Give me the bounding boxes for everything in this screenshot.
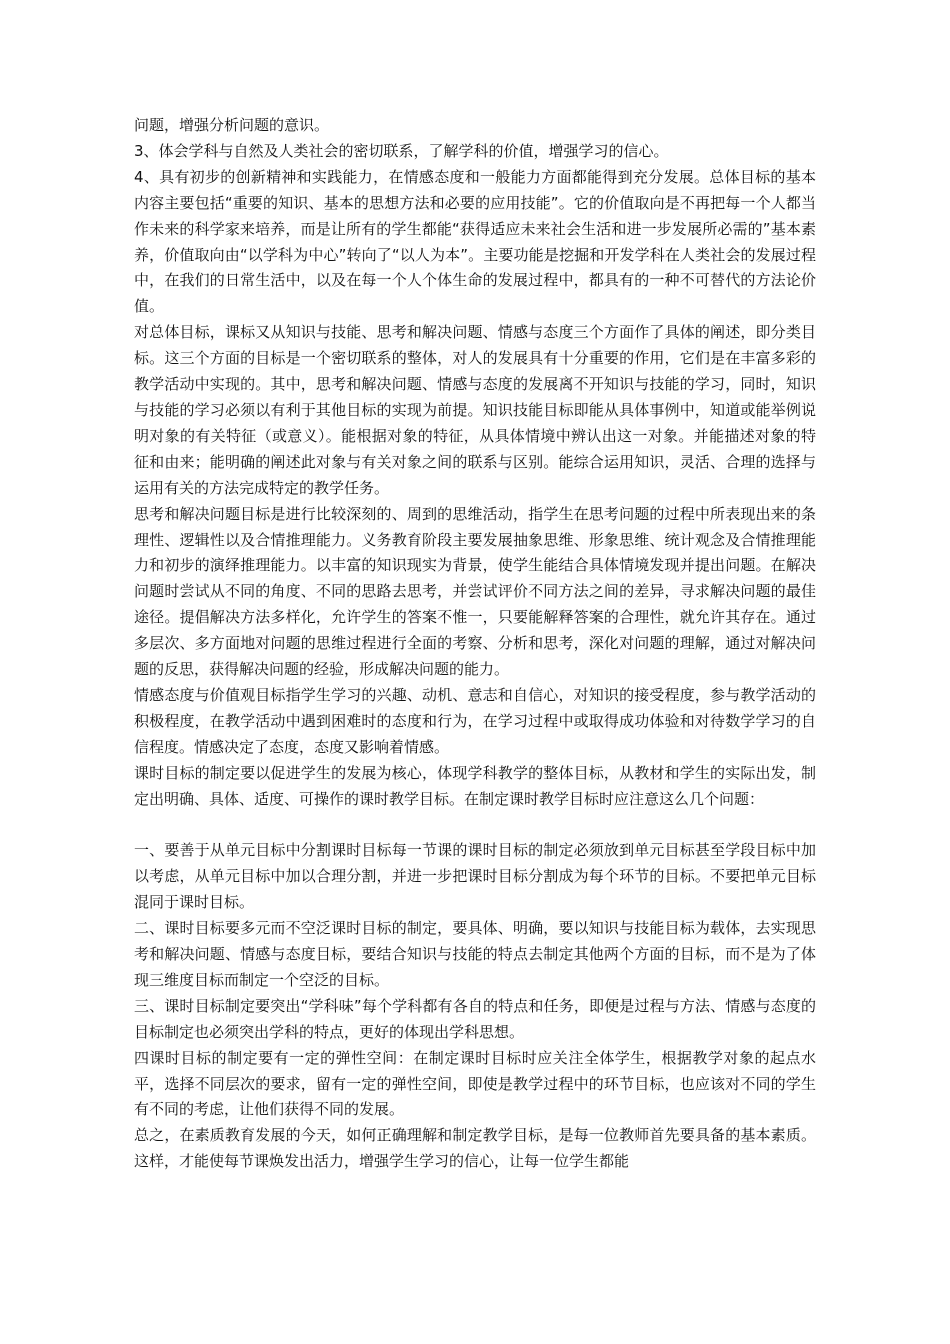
paragraph-4: 对总体目标，课标又从知识与技能、思考和解决问题、情感与态度三个方面作了具体的阐述，即分类目标。这三个方面的目标是一个密切联系的整体，对人的发展具有十分重要的作用，它们是在丰富多彩的教学活动中实现的。其中，思考和解决问题、情感与态度的发展离不开知识与技能的学习，同时，知识与技能的学习必须以有利于其他目标的实现为前提。知识技能目标即能从具体事例中，知道或能举例说明对象的有关特征（或意义）。能根据对象的特征，从具体情境中辨认出这一对象。并能描述对象的特征和由来；能明确的阐述此对象与有关对象之间的联系与区别。能综合运用知识，灵活、合理的选择与运用有关的方法完成特定的教学任务。 [134, 323, 816, 497]
paragraph-1: 问题，增强分析问题的意识。 [134, 116, 330, 134]
paragraph-6: 情感态度与价值观目标指学生学习的兴趣、动机、意志和自信心，对知识的接受程度，参与教学活动的积极程度，在教学活动中遇到困难时的态度和行为，在学习过程中或取得成功体验和对待数学学习的自信程度。情感决定了态度，态度又影响着情感。 [134, 685, 816, 756]
paragraph-5: 思考和解决问题目标是进行比较深刻的、周到的思维活动，指学生在思考问题的过程中所表现出来的条理性、逻辑性以及合情推理能力。义务教育阶段主要发展抽象思维、形象思维、统计观念及合情推理能力和初步的演绎推理能力。以丰富的知识现实为背景，使学生能结合具体情境发现并提出问题。在解决问题时尝试从不同的角度、不同的思路去思考，并尝试评价不同方法之间的差异，寻求解决问题的最佳途径。提倡解决方法多样化，允许学生的答案不惟一，只要能解释答案的合理性，就允许其存在。通过多层次、多方面地对问题的思维过程进行全面的考察、分析和思考，深化对问题的理解，通过对解决问题的反思，获得解决问题的经验，形成解决问题的能力。 [134, 504, 816, 679]
paragraph-10: 三、课时目标制定要突出“学科味”每个学科都有各自的特点和任务，即便是过程与方法、情感与态度的目标制定也必须突出学科的特点，更好的体现出学科思想。 [134, 996, 816, 1041]
blank-line [134, 812, 816, 838]
paragraph-2: 3、体会学科与自然及人类社会的密切联系，了解学科的价值，增强学习的信心。 [134, 141, 669, 160]
paragraph-9: 二、课时目标要多元而不空泛课时目标的制定，要具体、明确，要以知识与技能目标为载体，去实现思考和解决问题、情感与态度目标，要结合知识与技能的特点去制定其他两个方面的目标，而不是为了体现三维度目标而制定一个空泛的目标。 [134, 919, 816, 989]
paragraph-8: 一、要善于从单元目标中分割课时目标每一节课的课时目标的制定必须放到单元目标甚至学段目标中加以考虑，从单元目标中加以合理分割，并进一步把课时目标分割成为每个环节的目标。不要把单元目标混同于课时目标。 [134, 841, 816, 912]
paragraph-11: 四课时目标的制定要有一定的弹性空间：在制定课时目标时应关注全体学生，根据教学对象的起点水平，选择不同层次的要求，留有一定的弹性空间，即使是教学过程中的环节目标，也应该对不同的学生有不同的考虑，让他们获得不同的发展。 [134, 1048, 816, 1119]
document-page [134, 113, 816, 1175]
paragraph-3: 4、具有初步的创新精神和实践能力，在情感态度和一般能力方面都能得到充分发展。总体目标的基本内容主要包括“重要的知识、基本的思想方法和必要的应用技能”。它的价值取向是不再把每一个人都当作未来的科学家来培养，而是让所有的学生都能“获得适应未来社会生活和进一步发展所必需的”基本素养，价值取向由“以学科为中心”转向了“以人为本”。主要功能是挖掘和开发学科在人类社会的发展过程中，在我们的日常生活中，以及在每一个人个体生命的发展过程中，都具有的一种不可替代的方法论价值。 [134, 167, 816, 316]
paragraph-7: 课时目标的制定要以促进学生的发展为核心，体现学科教学的整体目标，从教材和学生的实际出发，制定出明确、具体、适度、可操作的课时教学目标。在制定课时教学目标时应注意这么几个问题： [134, 763, 816, 808]
paragraph-12: 总之，在素质教育发展的今天，如何正确理解和制定教学目标，是每一位教师首先要具备的基本素质。这样，才能使每节课焕发出活力，增强学生学习的信心，让每一位学生都能 [134, 1126, 816, 1171]
